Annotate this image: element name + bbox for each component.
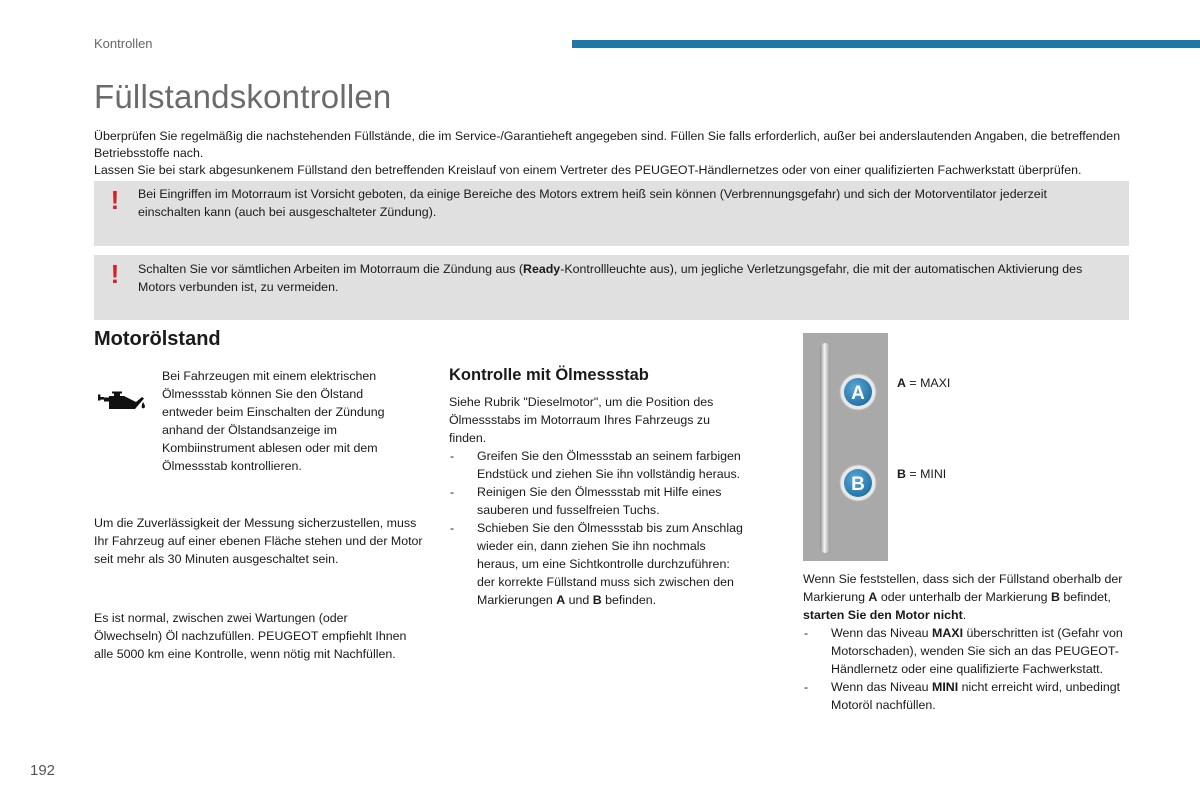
motor-oil-icon-text: Bei Fahrzeugen mit einem elektrischen Ölmessstab können Sie den Ölstand entweder beim Einschalten der Zündung anhand der Ölstandsanzeige im Kombiinstrument ablesen oder mit dem Ölmessstab kontrollieren.: [162, 369, 385, 473]
list-item: [449, 519, 749, 609]
marker-a-label-text: = MAXI: [905, 376, 951, 390]
warning-text-part: -Kontrollleuchte aus), um jegliche Verletzungsgefahr, die mit der automatischen Aktivierung des Motors verbunden ist, zu vermeiden.: [138, 262, 1083, 294]
marker-b-letter: B: [851, 474, 865, 495]
level-info-paragraph: [803, 570, 1138, 624]
level-mark-a: A: [868, 590, 878, 604]
intro-line-2: Lassen Sie bei stark abgesunkenem Füllstand den betreffenden Kreislauf von einem Vertreter des PEUGEOT-Händlernetzes oder von einer qualifizierten Fachwerkstatt überprüfen.: [94, 163, 1082, 177]
dipstick-steps-list: [449, 447, 749, 609]
marker-a-label: [897, 374, 950, 392]
list-item: - Greifen Sie den Ölmessstab an seinem farbigen Endstück und ziehen Sie ihn vollständig heraus.: [449, 447, 749, 483]
warning-text-part: Schalten Sie vor sämtlichen Arbeiten im Motorraum die Zündung aus (: [138, 262, 523, 276]
warning-text-ignition: [138, 260, 1098, 296]
header-accent-bar: [572, 40, 1200, 48]
level-item-text: überschritten ist (Gefahr von Motorschaden), wenden Sie sich an das PEUGEOT-Händlernetz oder eine qualifizierte Fachwerkstatt.: [831, 626, 1123, 676]
ready-label: Ready: [523, 262, 561, 276]
warning-box-heat: [94, 181, 1129, 246]
step-text: befinden.: [601, 593, 657, 607]
mark-b: B: [592, 593, 602, 607]
page-number: 192: [30, 762, 56, 779]
level-item-text: Wenn das Niveau: [831, 680, 933, 694]
mark-a: A: [556, 593, 566, 607]
marker-b-label: [897, 465, 946, 483]
intro-line-1: Überprüfen Sie regelmäßig die nachstehenden Füllstände, die im Service-/Garantieheft angegeben sind. Füllen Sie falls erforderlich, außer bei anderslautenden Angaben, die betreffenden Betriebsstoffe nach.: [94, 129, 1121, 160]
level-text: Wenn Sie feststellen, dass sich der Füllstand oberhalb der Markierung: [803, 572, 1123, 604]
dipstick-rod: [820, 343, 830, 553]
marker-a-label-letter: A: [897, 376, 906, 390]
dipstick-check-heading: Kontrolle mit Ölmessstab: [449, 366, 649, 384]
motor-oil-paragraph-2: Um die Zuverlässigkeit der Messung sicherzustellen, muss Ihr Fahrzeug auf einer ebenen Fläche stehen und der Motor seit mehr als 30 Minuten ausgeschaltet sein.: [94, 516, 423, 566]
warning-exclamation-icon: !: [110, 185, 120, 215]
section-label: Kontrollen: [94, 36, 153, 51]
maxi-label: MAXI: [932, 626, 964, 640]
page-title: Füllstandskontrollen: [94, 78, 392, 115]
level-item-text: nicht erreicht wird, unbedingt Motoröl nachfüllen.: [831, 680, 1121, 712]
step-text: der korrekte Füllstand muss sich zwischen den Markierungen: [477, 575, 734, 607]
level-info: [803, 570, 1138, 714]
mini-label: MINI: [932, 680, 959, 694]
level-item-text: Wenn das Niveau: [831, 626, 933, 640]
level-text: befindet,: [1059, 590, 1111, 604]
level-text: .: [962, 608, 967, 622]
step-text: Schieben Sie den Ölmessstab bis zum Anschlag wieder ein, dann ziehen Sie ihn nochmals heraus, um eine Sichtkontrolle durchzuführen:: [477, 521, 743, 571]
motor-oil-heading: Motorölstand: [94, 328, 221, 350]
dipstick-check-text: [449, 393, 749, 609]
list-item: [803, 678, 1138, 714]
level-warning-bold: starten Sie den Motor nicht: [803, 608, 963, 622]
motor-oil-paragraph-3: Es ist normal, zwischen zwei Wartungen (oder Ölwechseln) Öl nachzufüllen. PEUGEOT empfiehlt Ihnen alle 5000 km eine Kontrolle, wenn nötig mit Nachfüllen.: [94, 611, 407, 661]
level-text: oder unterhalb der Markierung: [877, 590, 1051, 604]
intro-text: [94, 128, 1144, 179]
warning-text-heat: Bei Eingriffen im Motorraum ist Vorsicht geboten, da einige Bereiche des Motors extrem heiß sein können (Verbrennungsgefahr) und sich der Motorventilator jederzeit einschalten kann (auch bei ausgeschalteter Zündung).: [138, 187, 1047, 219]
marker-b-label-text: = MINI: [905, 467, 947, 481]
marker-a-letter: A: [851, 383, 865, 404]
dipstick-check-intro: Siehe Rubrik "Dieselmotor", um die Position des Ölmessstabs im Motorraum Ihres Fahrzeugs zu finden.: [449, 395, 714, 445]
level-info-list: [803, 624, 1138, 714]
list-item: - Reinigen Sie den Ölmessstab mit Hilfe eines sauberen und fusselfreien Tuchs.: [449, 483, 749, 519]
step-text: und: [565, 593, 593, 607]
list-item: [803, 624, 1138, 678]
marker-b-label-letter: B: [897, 467, 906, 481]
oil-can-icon: [97, 385, 147, 419]
level-mark-b: B: [1050, 590, 1060, 604]
dipstick-figure: [803, 333, 888, 561]
warning-exclamation-icon: !: [110, 259, 120, 289]
warning-box-ignition: [94, 255, 1129, 320]
